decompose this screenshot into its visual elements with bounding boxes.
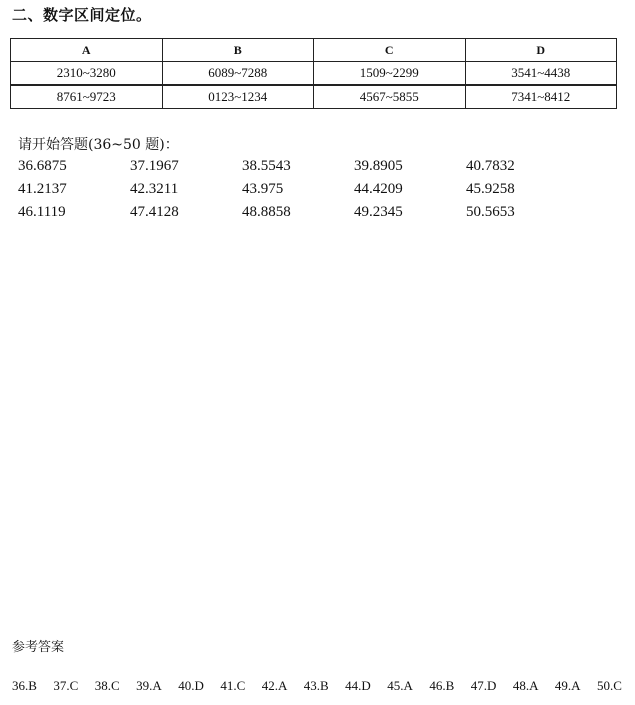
answer-item: 36.B: [12, 678, 37, 693]
table-header-row: [11, 39, 617, 62]
answer-item: 50.C: [597, 678, 622, 693]
question-row: [18, 155, 578, 178]
question-row: [18, 201, 578, 224]
column-header-a: A: [11, 39, 163, 62]
column-header-b: B: [162, 39, 314, 62]
question-item: 46.1119: [18, 204, 66, 220]
question-row: [18, 178, 578, 201]
question-item: 38.5543: [242, 158, 291, 174]
answer-list: [12, 678, 622, 694]
table-row: [11, 62, 617, 86]
question-grid: [18, 155, 578, 224]
answer-item: 37.C: [53, 678, 79, 693]
answer-item: 43.B: [303, 678, 329, 693]
answer-item: 47.D: [470, 678, 497, 693]
answer-item: 44.D: [345, 678, 371, 693]
answer-item: 41.C: [220, 678, 246, 693]
answers-heading: 参考答案: [12, 640, 65, 655]
range-cell: 8761~9723: [11, 85, 163, 109]
question-item: 48.8858: [242, 204, 291, 220]
range-cell: 1509~2299: [314, 62, 466, 86]
answer-item: 40.D: [178, 678, 204, 693]
range-cell: 3541~4438: [465, 62, 617, 86]
table-row: [11, 85, 617, 109]
range-cell: 4567~5855: [314, 85, 466, 109]
answer-item: 45.A: [387, 678, 413, 693]
question-item: 44.4209: [354, 181, 403, 197]
question-prompt: 请开始答题(36~50 题)：: [18, 137, 179, 153]
question-item: 49.2345: [354, 204, 403, 220]
range-cell: 7341~8412: [465, 85, 617, 109]
question-item: 41.2137: [18, 181, 67, 197]
question-item: 47.4128: [130, 204, 179, 220]
range-cell: 6089~7288: [162, 62, 314, 86]
answer-item: 42.A: [261, 678, 288, 693]
question-item: 40.7832: [466, 158, 515, 174]
question-item: 42.3211: [130, 181, 179, 197]
question-item: 36.6875: [18, 158, 67, 174]
range-table: [10, 38, 617, 109]
section-heading: 二、数字区间定位。: [12, 6, 152, 24]
answer-item: 38.C: [94, 678, 120, 693]
range-cell: 2310~3280: [11, 62, 163, 86]
question-item: 43.975: [242, 181, 284, 197]
answer-item: 46.B: [429, 678, 455, 693]
column-header-d: D: [465, 39, 617, 62]
question-item: 37.1967: [130, 158, 179, 174]
range-cell: 0123~1234: [162, 85, 314, 109]
column-header-c: C: [314, 39, 466, 62]
question-item: 39.8905: [354, 158, 403, 174]
question-item: 50.5653: [466, 204, 515, 220]
answer-item: 39.A: [136, 678, 162, 693]
answer-item: 48.A: [512, 678, 539, 693]
answer-item: 49.A: [554, 678, 581, 693]
question-item: 45.9258: [466, 181, 515, 197]
